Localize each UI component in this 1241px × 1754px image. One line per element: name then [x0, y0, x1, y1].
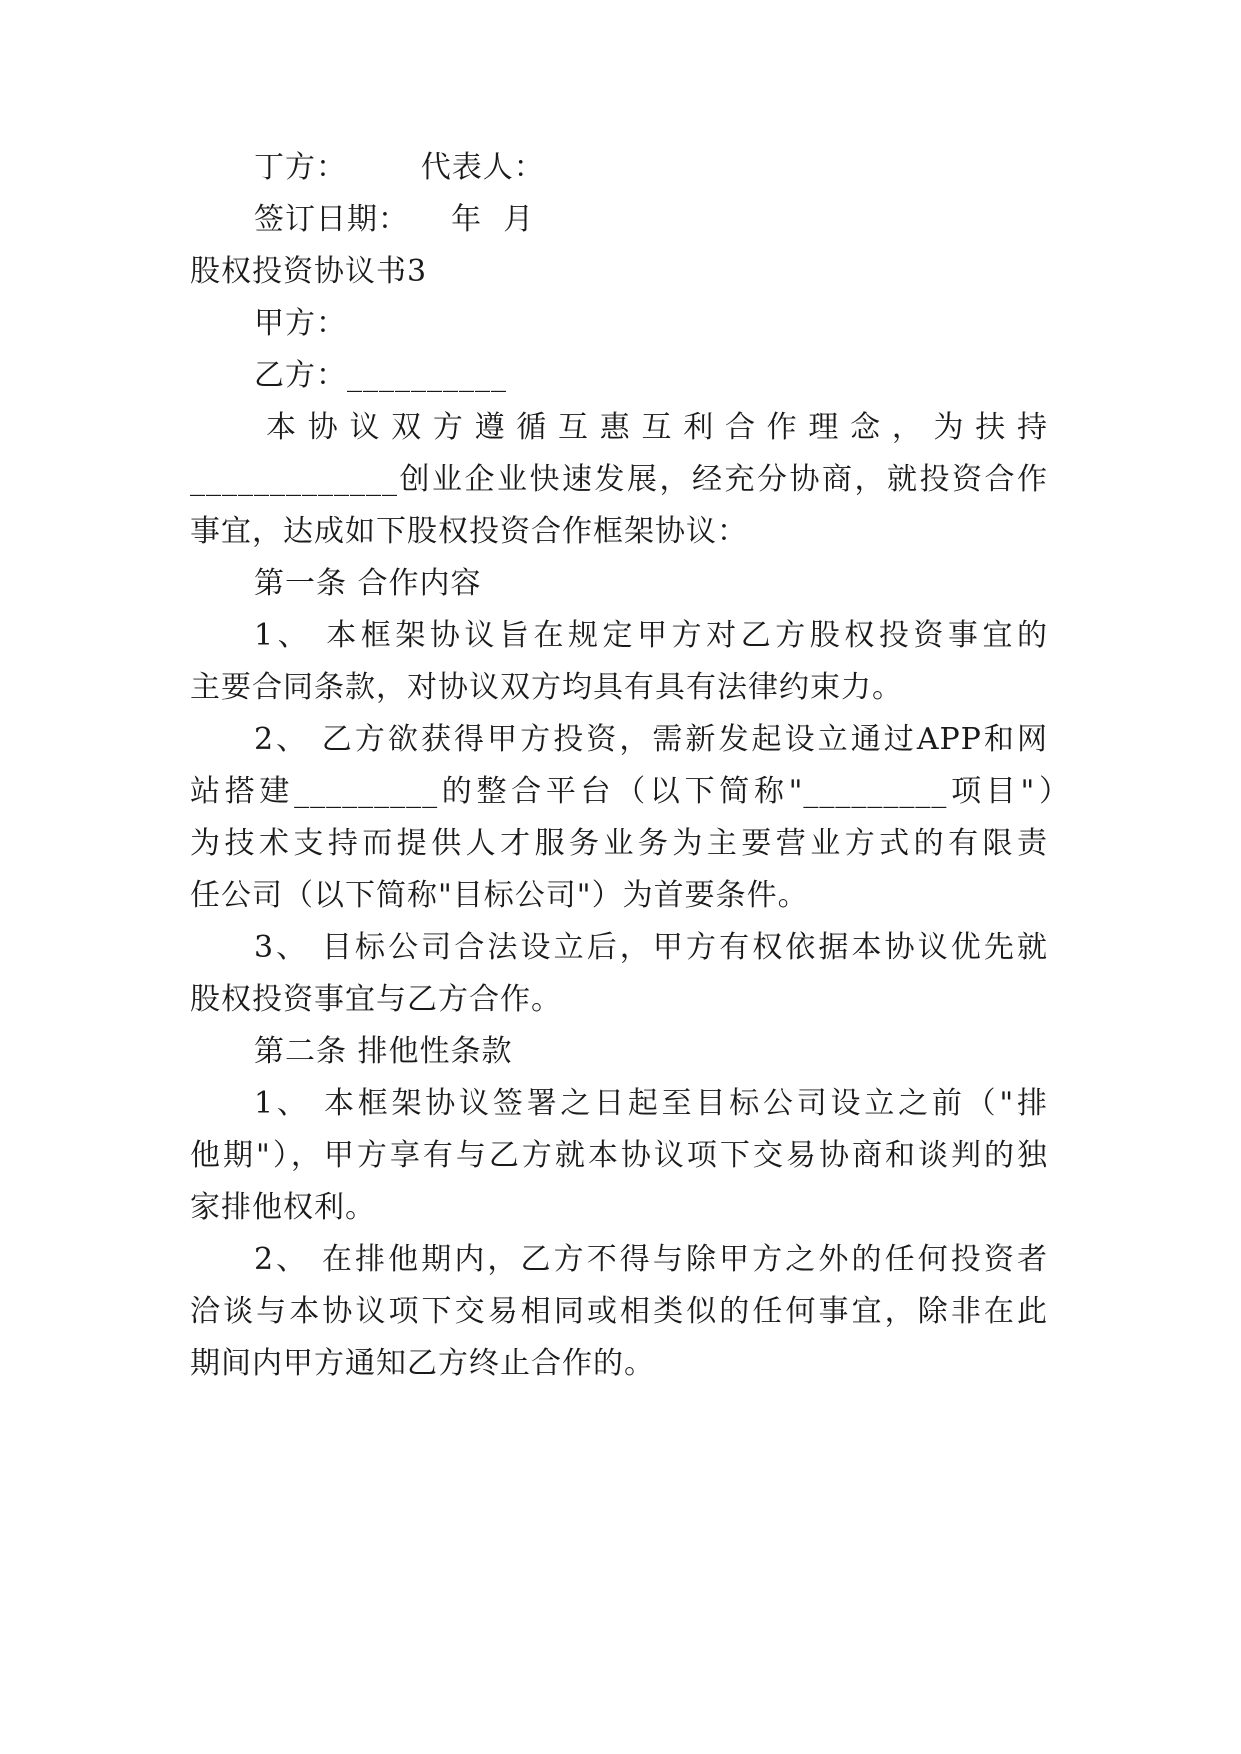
signature-party-d: 丁方： 代表人：	[254, 150, 545, 185]
article-1-heading: 第一条 合作内容	[254, 566, 482, 601]
article-1-clause-3-line-2: 股权投资事宜与乙方合作。	[190, 982, 562, 1017]
preamble-line-1: 本协议双方遵循互惠互利合作理念，为扶持	[266, 410, 1048, 445]
article-1-clause-1-line-2: 主要合同条款，对协议双方均具有具有法律约束力。	[190, 670, 903, 705]
article-2-clause-2-line-3: 期间内甲方通知乙方终止合作的。	[190, 1346, 655, 1381]
article-1-clause-3-line-1: 3、 目标公司合法设立后，甲方有权依据本协议优先就	[254, 930, 1048, 965]
article-1-clause-2-line-2: 站搭建_________的整合平台（以下简称"_________项目"）	[190, 774, 1070, 809]
article-1-clause-1-line-1: 1、 本框架协议旨在规定甲方对乙方股权投资事宜的	[254, 618, 1048, 653]
article-1-clause-2-line-1: 2、 乙方欲获得甲方投资，需新发起设立通过APP和网	[254, 722, 1048, 757]
preamble-line-2: _____________创业企业快速发展，经充分协商，就投资合作	[190, 462, 1048, 497]
article-2-clause-1-line-3: 家排他权利。	[190, 1190, 376, 1225]
article-1-clause-2-line-4: 任公司（以下简称"目标公司"）为首要条件。	[190, 878, 809, 913]
article-1-clause-2-line-3: 为技术支持而提供人才服务业务为主要营业方式的有限责	[190, 826, 1048, 861]
article-2-heading: 第二条 排他性条款	[254, 1034, 513, 1069]
preamble-line-3: 事宜，达成如下股权投资合作框架协议：	[190, 514, 748, 549]
article-2-clause-1-line-1: 1、 本框架协议签署之日起至目标公司设立之前（"排	[254, 1086, 1048, 1121]
article-2-clause-1-line-2: 他期"），甲方享有与乙方就本协议项下交易协商和谈判的独	[190, 1138, 1048, 1173]
article-2-clause-2-line-2: 洽谈与本协议项下交易相同或相类似的任何事宜，除非在此	[190, 1294, 1048, 1329]
article-2-clause-2-line-1: 2、 在排他期内，乙方不得与除甲方之外的任何投资者	[254, 1242, 1048, 1277]
document-title: 股权投资协议书3	[190, 254, 428, 289]
signing-date: 签订日期： 年 月	[254, 202, 535, 237]
party-b: 乙方：__________	[254, 358, 507, 393]
party-a: 甲方：	[254, 306, 347, 341]
